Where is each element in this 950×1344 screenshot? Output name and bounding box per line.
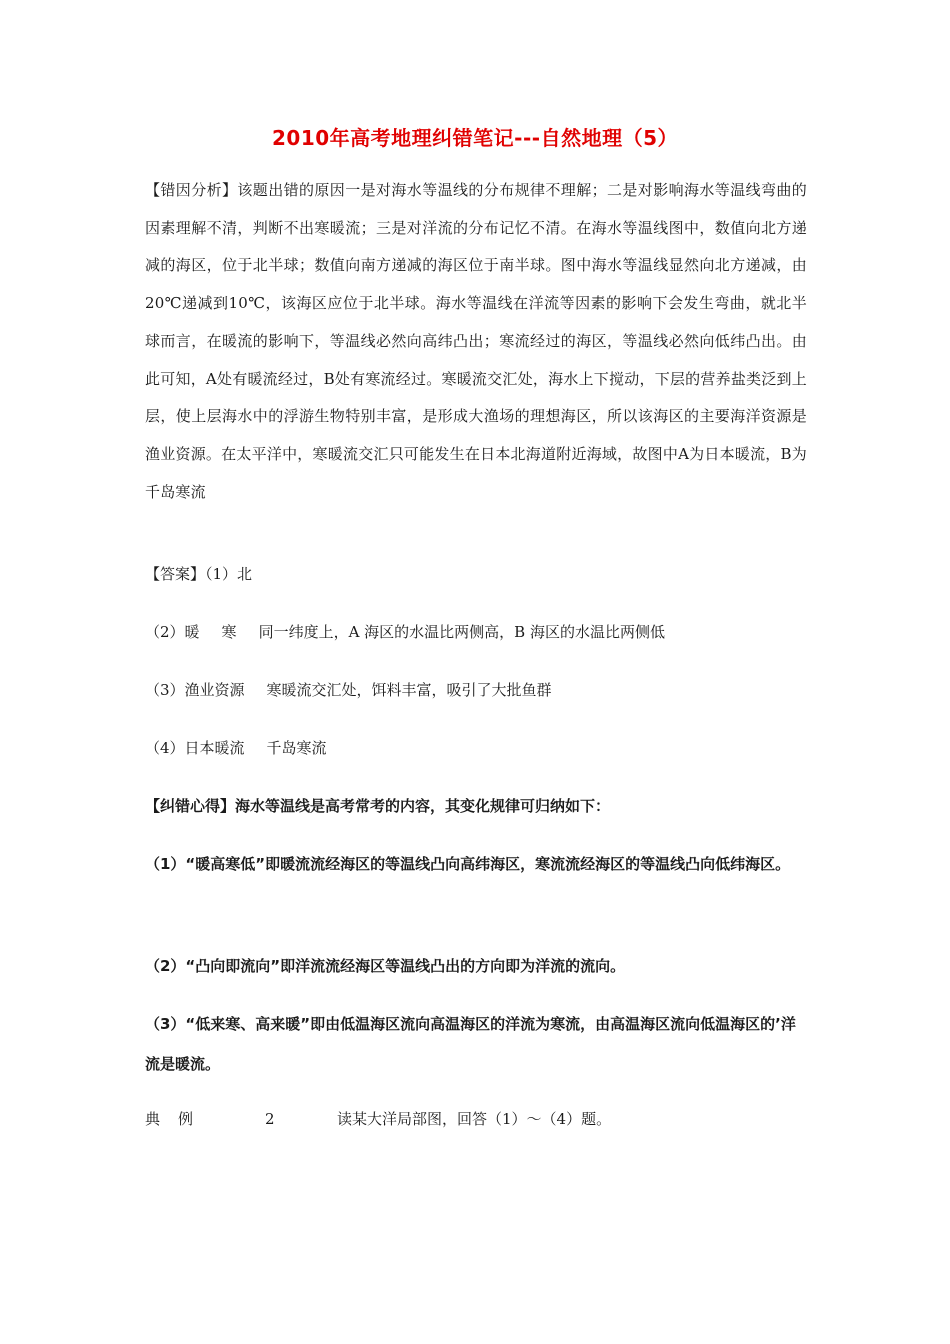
insight-intro — [145, 786, 807, 826]
insight-rule-1: （1）“暖高寒低”即暖流流经海区的等温线凸向高纬海区，寒流流经海区的等温线凸向低纬海区。 — [145, 855, 791, 873]
answer-label: 【答案】 — [145, 565, 206, 583]
insight-rule-2: （2）“凸向即流向”即洋流流经海区等温线凸出的方向即为洋流的流向。 — [145, 957, 626, 975]
answer-line-1 — [145, 563, 252, 584]
answer-q4-warm-current: （4）日本暖流 — [145, 739, 245, 757]
example-prompt: 读某大洋局部图，回答（1）～（4）题。 — [337, 1110, 612, 1128]
example-number: 2 — [265, 1110, 275, 1128]
answer-q4-cold-current: 千岛寒流 — [266, 739, 327, 757]
error-analysis-text: 该题出错的原因一是对海水等温线的分布规律不理解；二是对影响海水等温线弯曲的因素理解不清，判断不出寒暖流；三是对洋流的分布记忆不清。在海水等温线图中，数值向北方递减的海区，位于北半球；数值向南方递减的海区位于南半球。图中海水等温线显然向北方递减，由20℃递减到10℃，该海区应位于北半球。海水等温线在洋流等因素的影响下会发生弯曲，就北半球而言，在暖流的影响下，等温线必然向高纬凸出；寒流经过的海区，等温线必然向低纬凸出。由此可知，A处有暖流经过，B处有寒流经过。寒暖流交汇处，海水上下搅动，下层的营养盐类泛到上层，使上层海水中的浮游生物特别丰富，是形成大渔场的理想海区，所以该海区的主要海洋资源是渔业资源。在太平洋中，寒暖流交汇只可能发生在日本北海道附近海域，故图中A为日本暖流，B为千岛寒流 — [145, 181, 808, 501]
answer-q2-reason: 同一纬度上，A 海区的水温比两侧高，B 海区的水温比两侧低 — [258, 623, 665, 641]
answer-line-3 — [145, 679, 552, 700]
error-analysis-paragraph — [145, 172, 807, 511]
insight-rule-3: （3）“低来寒、高来暖”即由低温海区流向高温海区的洋流为寒流，由高温海区流向低温海区的’洋流是暖流。 — [145, 1015, 796, 1073]
answer-line-4 — [145, 737, 327, 758]
error-analysis-label: 【错因分析】 — [145, 181, 238, 199]
insight-intro-text: 海水等温线是高考常考的内容，其变化规律可归纳如下： — [235, 797, 611, 815]
answer-q3-reason: 寒暖流交汇处，饵料丰富，吸引了大批鱼群 — [266, 681, 552, 699]
answer-q1: （1）北 — [205, 565, 253, 583]
example-label: 典例 — [145, 1110, 212, 1128]
answer-q2-warm: （2）暖 — [145, 623, 200, 641]
insight-label: 【纠错心得】 — [145, 797, 236, 815]
page-title: 2010年高考地理纠错笔记---自然地理（5） — [272, 126, 678, 150]
answer-q3-resource: （3）渔业资源 — [145, 681, 245, 699]
example-line — [145, 1108, 611, 1129]
answer-q2-cold: 寒 — [221, 623, 237, 641]
answer-line-2 — [145, 621, 665, 642]
